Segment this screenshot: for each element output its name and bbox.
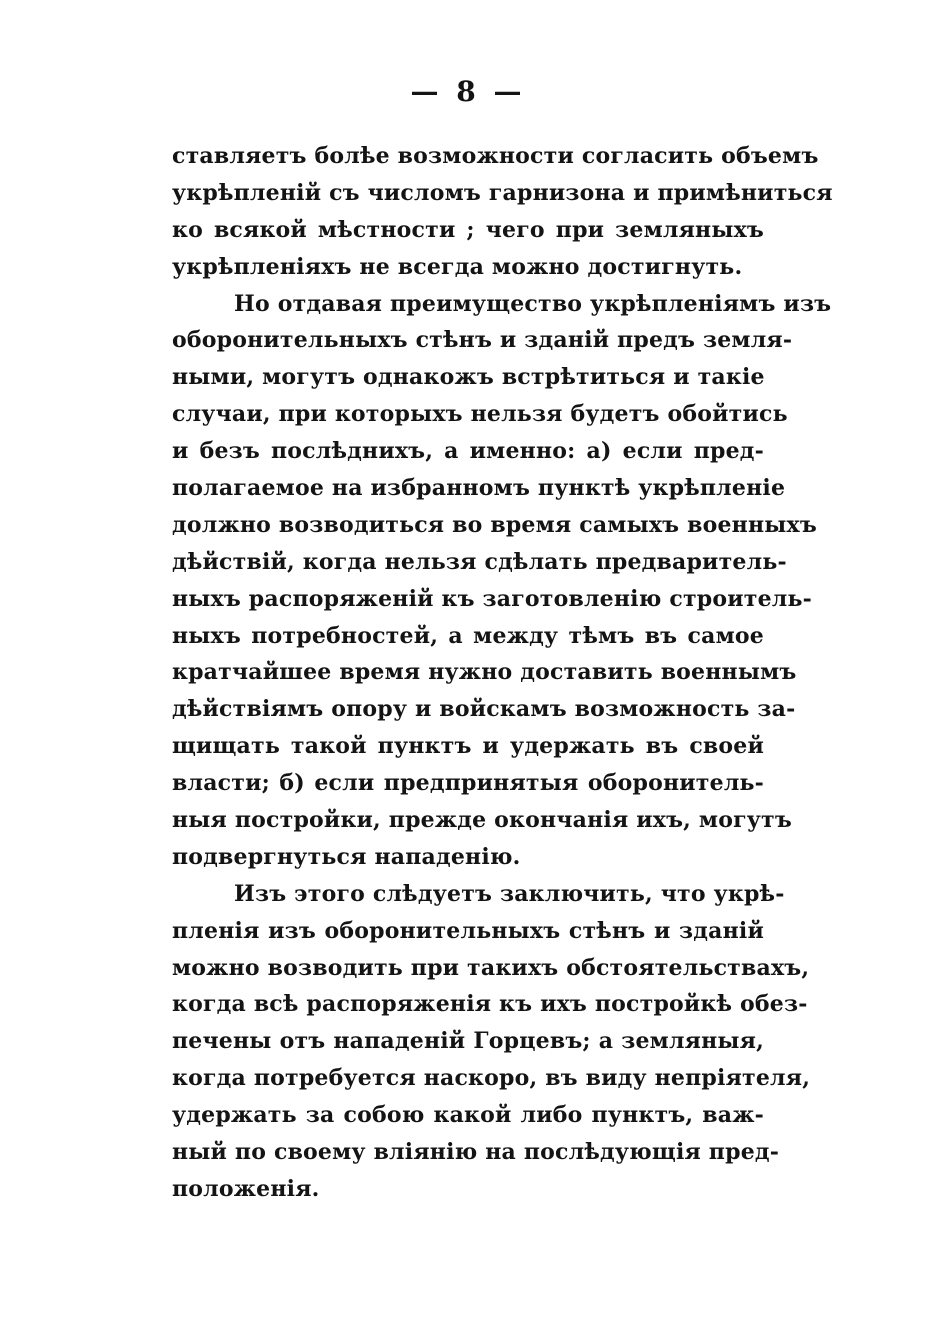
text-line: должно возводиться во время самыхъ военныхъ <box>172 511 817 538</box>
text-line: Но отдавая преимущество укрѣпленіямъ изъ <box>234 290 832 317</box>
text-line: когда всѣ распоряженія къ ихъ постройкѣ обез- <box>172 991 808 1018</box>
text-line: кратчайшее время нужно доставить военнымъ <box>172 659 797 686</box>
text-line: дѣйствіямъ опору и войскамъ возможность за- <box>172 696 796 723</box>
text-line: ко всякой мѣстности ; чего при земляныхъ <box>172 216 764 243</box>
body-text <box>172 138 833 1208</box>
text-line: удержать за собою какой либо пунктъ, важ- <box>172 1102 764 1129</box>
text-line: ный по своему вліянію на послѣдующія пред- <box>172 1139 780 1166</box>
text-line: и безъ послѣднихъ, а именно: а) если пред- <box>172 438 764 465</box>
text-line: ныхъ потребностей, а между тѣмъ въ самое <box>172 622 764 649</box>
page-number: — 8 — <box>410 75 526 108</box>
text-line: укрѣпленій съ числомъ гарнизона и примѣниться <box>172 179 833 206</box>
text-line: дѣйствій, когда нельзя сдѣлать предваритель- <box>172 548 787 575</box>
text-line: ставляетъ болѣе возможности согласить объемъ <box>172 143 819 169</box>
paragraph <box>172 876 811 1208</box>
text-line: укрѣпленіяхъ не всегда можно достигнуть. <box>172 253 743 280</box>
text-line: положенія. <box>172 1175 320 1202</box>
text-line: пленія изъ оборонительныхъ стѣнъ и зданій <box>172 917 764 944</box>
text-line: ными, могутъ однакожъ встрѣтиться и такіе <box>172 364 765 391</box>
text-line: оборонительныхъ стѣнъ и зданій предъ земля- <box>172 327 793 354</box>
text-line: щищать такой пунктъ и удержать въ своей <box>172 733 764 760</box>
text-line: случаи, при которыхъ нельзя будетъ обойтись <box>172 401 788 428</box>
text-line: ныхъ распоряженій къ заготовленію строитель- <box>172 585 812 612</box>
text-line: Изъ этого слѣдуетъ заключить, что укрѣ- <box>234 880 785 907</box>
text-line: подвергнуться нападенію. <box>172 843 521 870</box>
text-line: можно возводить при такихъ обстоятельствахъ, <box>172 954 810 981</box>
paragraph <box>172 286 832 876</box>
text-line: полагаемое на избранномъ пунктѣ укрѣпленіе <box>172 475 786 502</box>
text-line: власти; б) если предпринятыя оборонитель- <box>172 770 764 797</box>
paragraph <box>172 138 833 286</box>
text-line: ныя постройки, прежде окончанія ихъ, могутъ <box>172 807 792 834</box>
text-line: печены отъ нападеній Горцевъ; а земляныя, <box>172 1028 764 1055</box>
text-line: когда потребуется наскоро, въ виду непріятеля, <box>172 1065 811 1092</box>
